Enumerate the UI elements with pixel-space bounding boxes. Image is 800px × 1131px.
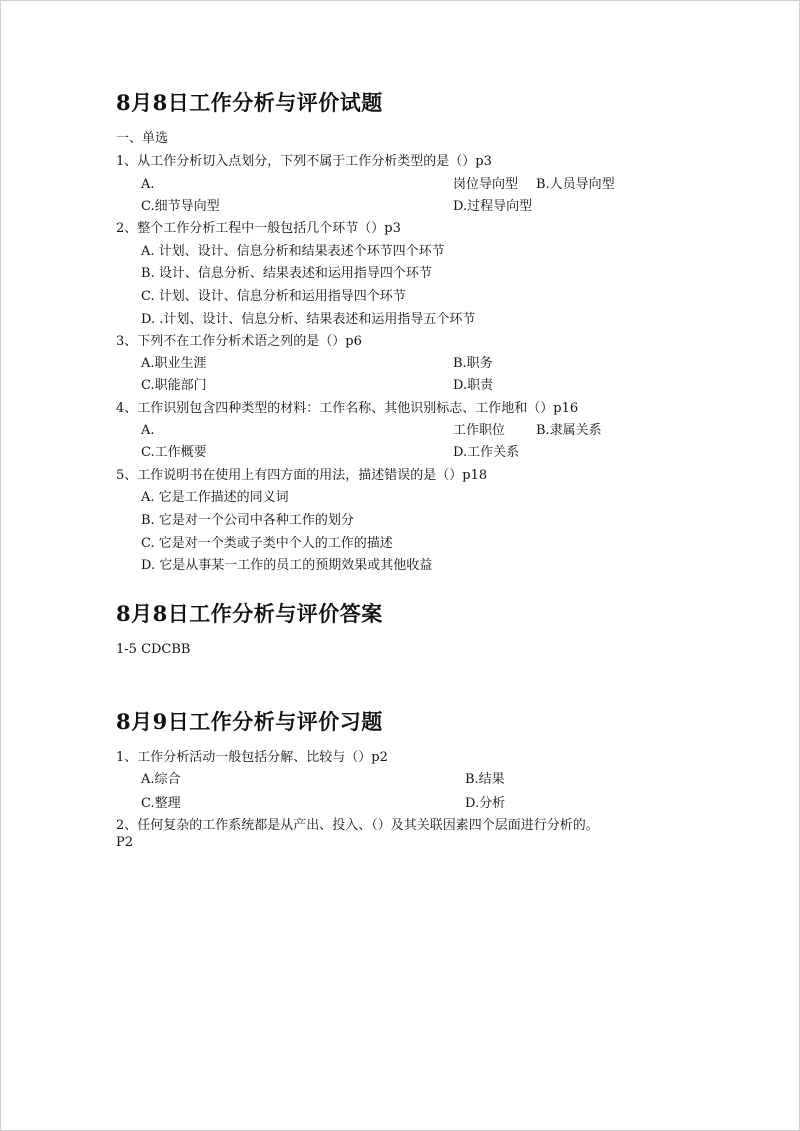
q4-option-b: B.隶属关系 xyxy=(536,423,602,438)
q1-option-c: C.细节导向型 xyxy=(141,199,220,214)
ex1-option-a: A.综合 xyxy=(141,772,181,787)
exercise-2-page-ref: P2 xyxy=(116,835,134,850)
q2-option-a: A. 计划、设计、信息分析和结果表述个环节四个环节 xyxy=(141,244,445,259)
question-2: 2、整个工作分析工程中一般包括几个环节（）p3 xyxy=(116,221,401,236)
q3-option-b: B.职务 xyxy=(453,356,493,371)
q2-option-d: D. .计划、设计、信息分析、结果表述和运用指导五个环节 xyxy=(141,312,476,327)
section-single-choice: 一、单选 xyxy=(116,131,169,146)
q3-option-c: C.职能部门 xyxy=(141,378,207,393)
title-exercise-aug9: 8月9日工作分析与评价习题 xyxy=(116,709,383,734)
q1-option-d: D.过程导向型 xyxy=(453,199,533,214)
title-answers-aug8: 8月8日工作分析与评价答案 xyxy=(116,601,383,626)
ex1-option-c: C.整理 xyxy=(141,796,181,811)
q3-option-a: A.职业生涯 xyxy=(141,356,207,371)
question-1: 1、从工作分析切入点划分，下列不属于工作分析类型的是（）p3 xyxy=(116,154,492,169)
question-3: 3、下列不在工作分析术语之列的是（）p6 xyxy=(116,334,362,349)
q1-option-b: B.人员导向型 xyxy=(536,177,615,192)
q4-option-a: A. xyxy=(141,423,155,438)
q1-option-a-text: 岗位导向型 xyxy=(453,177,519,192)
q2-option-c: C. 计划、设计、信息分析和运用指导四个环节 xyxy=(141,289,406,304)
q1-option-a: A. xyxy=(141,177,155,192)
exercise-1: 1、工作分析活动一般包括分解、比较与（）p2 xyxy=(116,750,388,765)
ex1-option-d: D.分析 xyxy=(465,796,506,811)
q5-option-d: D. 它是从事某一工作的员工的预期效果或其他收益 xyxy=(141,558,433,573)
q5-option-c: C. 它是对一个类或子类中个人的工作的描述 xyxy=(141,536,393,551)
ex1-option-b: B.结果 xyxy=(465,772,505,787)
question-4: 4、工作识别包含四种类型的材料：工作名称、其他识别标志、工作地和（）p16 xyxy=(116,401,579,416)
q3-option-d: D.职责 xyxy=(453,378,494,393)
title-quiz-aug8: 8月8日工作分析与评价试题 xyxy=(116,90,383,115)
q4-option-c: C.工作概要 xyxy=(141,445,207,460)
exercise-2: 2、任何复杂的工作系统都是从产出、投入、（）及其关联因素四个层面进行分析的。 xyxy=(116,818,599,833)
q4-option-a-text: 工作职位 xyxy=(453,423,506,438)
q2-option-b: B. 设计、信息分析、结果表述和运用指导四个环节 xyxy=(141,266,432,281)
question-5: 5、工作说明书在使用上有四方面的用法，描述错误的是（）p18 xyxy=(116,468,488,483)
q5-option-a: A. 它是工作描述的同义词 xyxy=(141,490,289,505)
q4-option-d: D.工作关系 xyxy=(453,445,520,460)
q5-option-b: B. 它是对一个公司中各种工作的划分 xyxy=(141,513,354,528)
answer-key: 1-5 CDCBB xyxy=(116,642,191,657)
